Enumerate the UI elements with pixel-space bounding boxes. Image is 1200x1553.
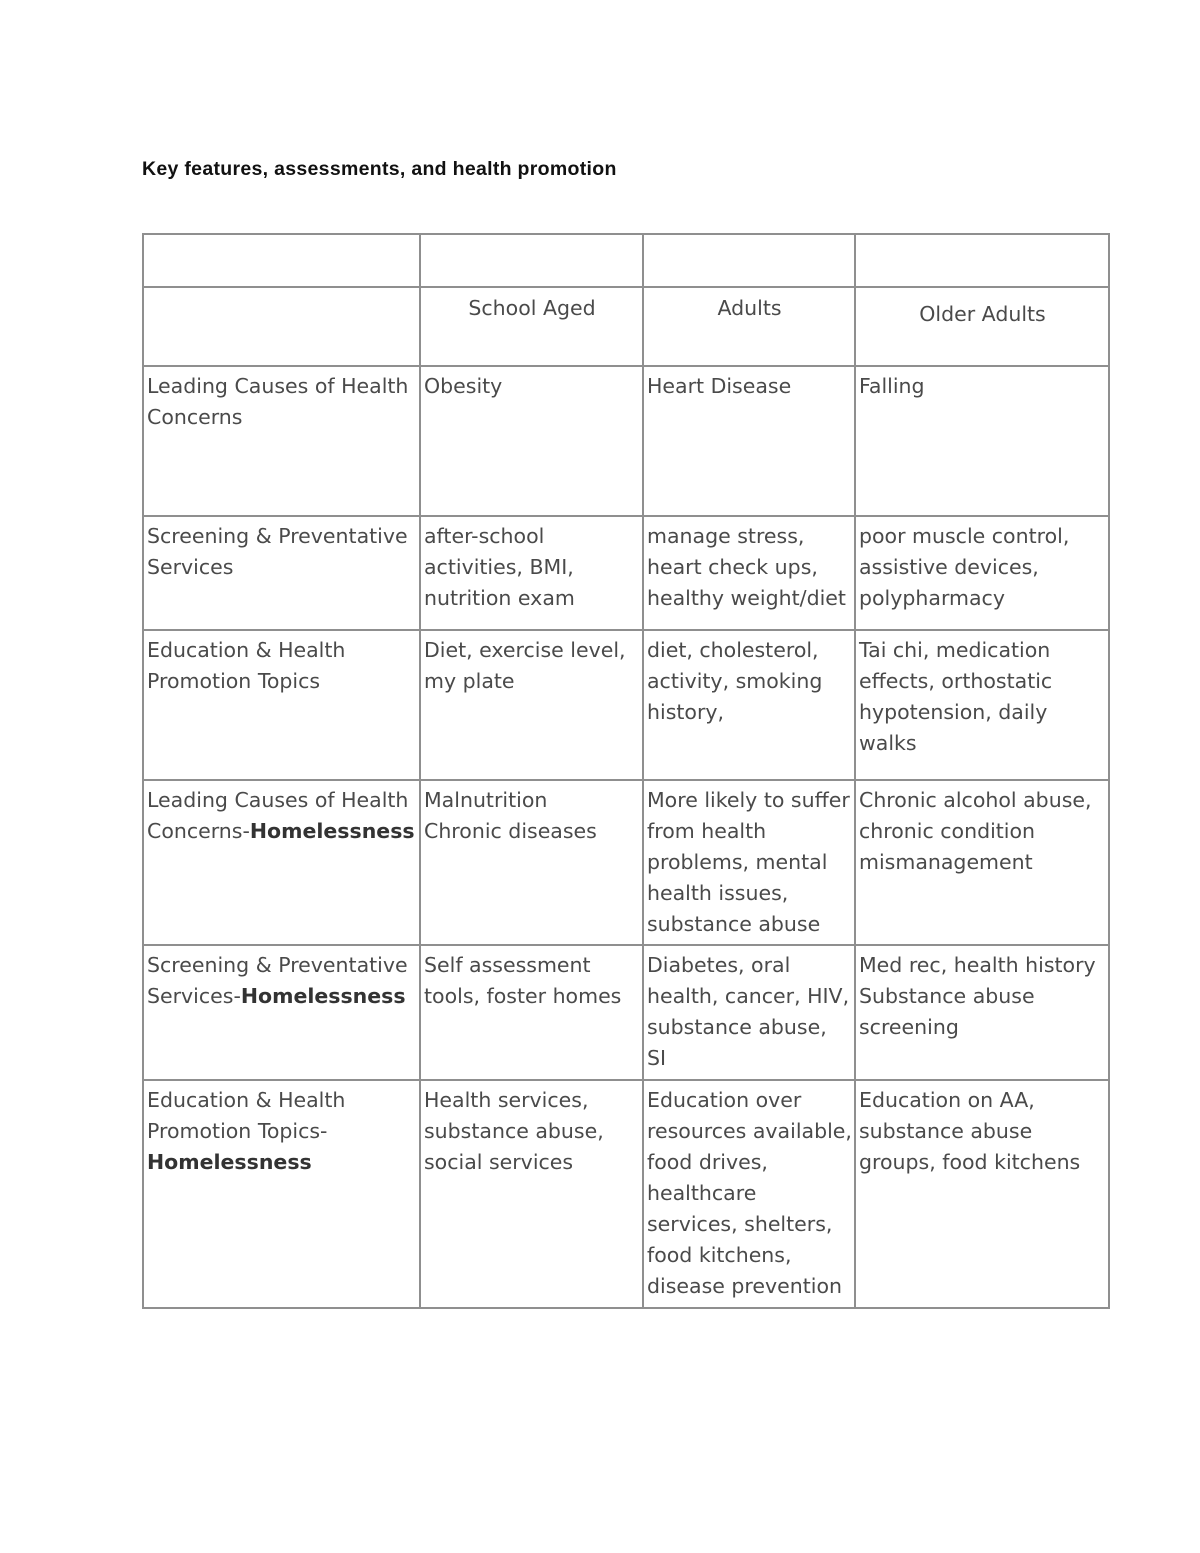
row-label: Screening & Preventative Services: [147, 524, 408, 579]
cell-text: Obesity: [424, 374, 503, 398]
cell-text: Tai chi, medication effects, orthostatic hypotension, daily walks: [859, 638, 1053, 755]
cell-text: after-school activities, BMI, nutrition exam: [424, 524, 575, 610]
row-label-cell: [143, 366, 420, 516]
cell-text: Diabetes, oral health, cancer, HIV, substance abuse, SI: [647, 953, 850, 1070]
row-label-cell: [143, 630, 420, 780]
cell-text: Education over resources available, food drives, healthcare services, shelters, food kitchens, disease prevention: [647, 1088, 852, 1298]
school-aged-cell: [420, 366, 643, 516]
table-blank-row: [143, 234, 1109, 287]
cell-text: Falling: [859, 374, 925, 398]
table-row: [143, 1080, 1109, 1308]
cell-text: More likely to suffer from health problems, mental health issues, substance abuse: [647, 788, 850, 936]
adults-cell: [643, 516, 855, 630]
cell-text: Substance abuse screening: [859, 984, 1035, 1039]
older-adults-cell: [855, 1080, 1109, 1308]
cell-text: Education on AA, substance abuse groups, food kitchens: [859, 1088, 1081, 1174]
cell-text: Chronic diseases: [424, 819, 597, 843]
cell-text: diet, cholesterol, activity, smoking history,: [647, 638, 823, 724]
school-aged-cell: [420, 1080, 643, 1308]
adults-cell: [643, 945, 855, 1080]
row-label-cell: [143, 945, 420, 1080]
blank-cell: [420, 234, 643, 287]
cell-text: Chronic alcohol abuse, chronic condition mismanagement: [859, 788, 1092, 874]
row-label-bold: Homelessness: [240, 984, 406, 1008]
school-aged-cell: [420, 780, 643, 945]
school-aged-cell: [420, 516, 643, 630]
row-label: Screening & Preventative Services-: [147, 953, 408, 1008]
cell-text: Self assessment tools, foster homes: [424, 953, 622, 1008]
adults-cell: [643, 630, 855, 780]
table-header-row: [143, 287, 1109, 366]
blank-cell: [643, 234, 855, 287]
blank-cell: [855, 234, 1109, 287]
older-adults-cell: [855, 366, 1109, 516]
cell-text: Med rec, health history: [859, 953, 1096, 977]
older-adults-cell: [855, 780, 1109, 945]
column-header-empty: [143, 287, 420, 366]
adults-cell: [643, 780, 855, 945]
table-row: [143, 945, 1109, 1080]
row-label-cell: [143, 780, 420, 945]
row-label-cell: [143, 516, 420, 630]
cell-text: Health services, substance abuse, social services: [424, 1088, 604, 1174]
school-aged-cell: [420, 630, 643, 780]
row-label-bold: Homelessness: [249, 819, 415, 843]
school-aged-cell: [420, 945, 643, 1080]
row-label-cell: [143, 1080, 420, 1308]
row-label: Leading Causes of Health Concerns-: [147, 788, 409, 843]
column-header-school-aged: School Aged: [420, 287, 643, 366]
blank-cell: [143, 234, 420, 287]
cell-text: manage stress, heart check ups, healthy weight/diet: [647, 524, 846, 610]
adults-cell: [643, 1080, 855, 1308]
cell-text: poor muscle control, assistive devices, polypharmacy: [859, 524, 1070, 610]
cell-text: Malnutrition: [424, 788, 548, 812]
table-row: [143, 780, 1109, 945]
table-row: [143, 630, 1109, 780]
adults-cell: [643, 366, 855, 516]
older-adults-cell: [855, 945, 1109, 1080]
health-promotion-table: [142, 233, 1110, 1309]
older-adults-cell: [855, 630, 1109, 780]
cell-text: Heart Disease: [647, 374, 792, 398]
older-adults-cell: [855, 516, 1109, 630]
column-header-adults: Adults: [643, 287, 855, 366]
row-label: Education & Health Promotion Topics-: [147, 1088, 346, 1143]
row-label: Leading Causes of Health Concerns: [147, 374, 409, 429]
document-title: Key features, assessments, and health promotion: [142, 158, 617, 180]
row-label: Education & Health Promotion Topics: [147, 638, 346, 693]
table-row: [143, 516, 1109, 630]
row-label-bold: Homelessness: [147, 1150, 312, 1174]
table-row: [143, 366, 1109, 516]
column-header-older-adults: Older Adults: [855, 287, 1109, 366]
cell-text: Diet, exercise level, my plate: [424, 638, 626, 693]
